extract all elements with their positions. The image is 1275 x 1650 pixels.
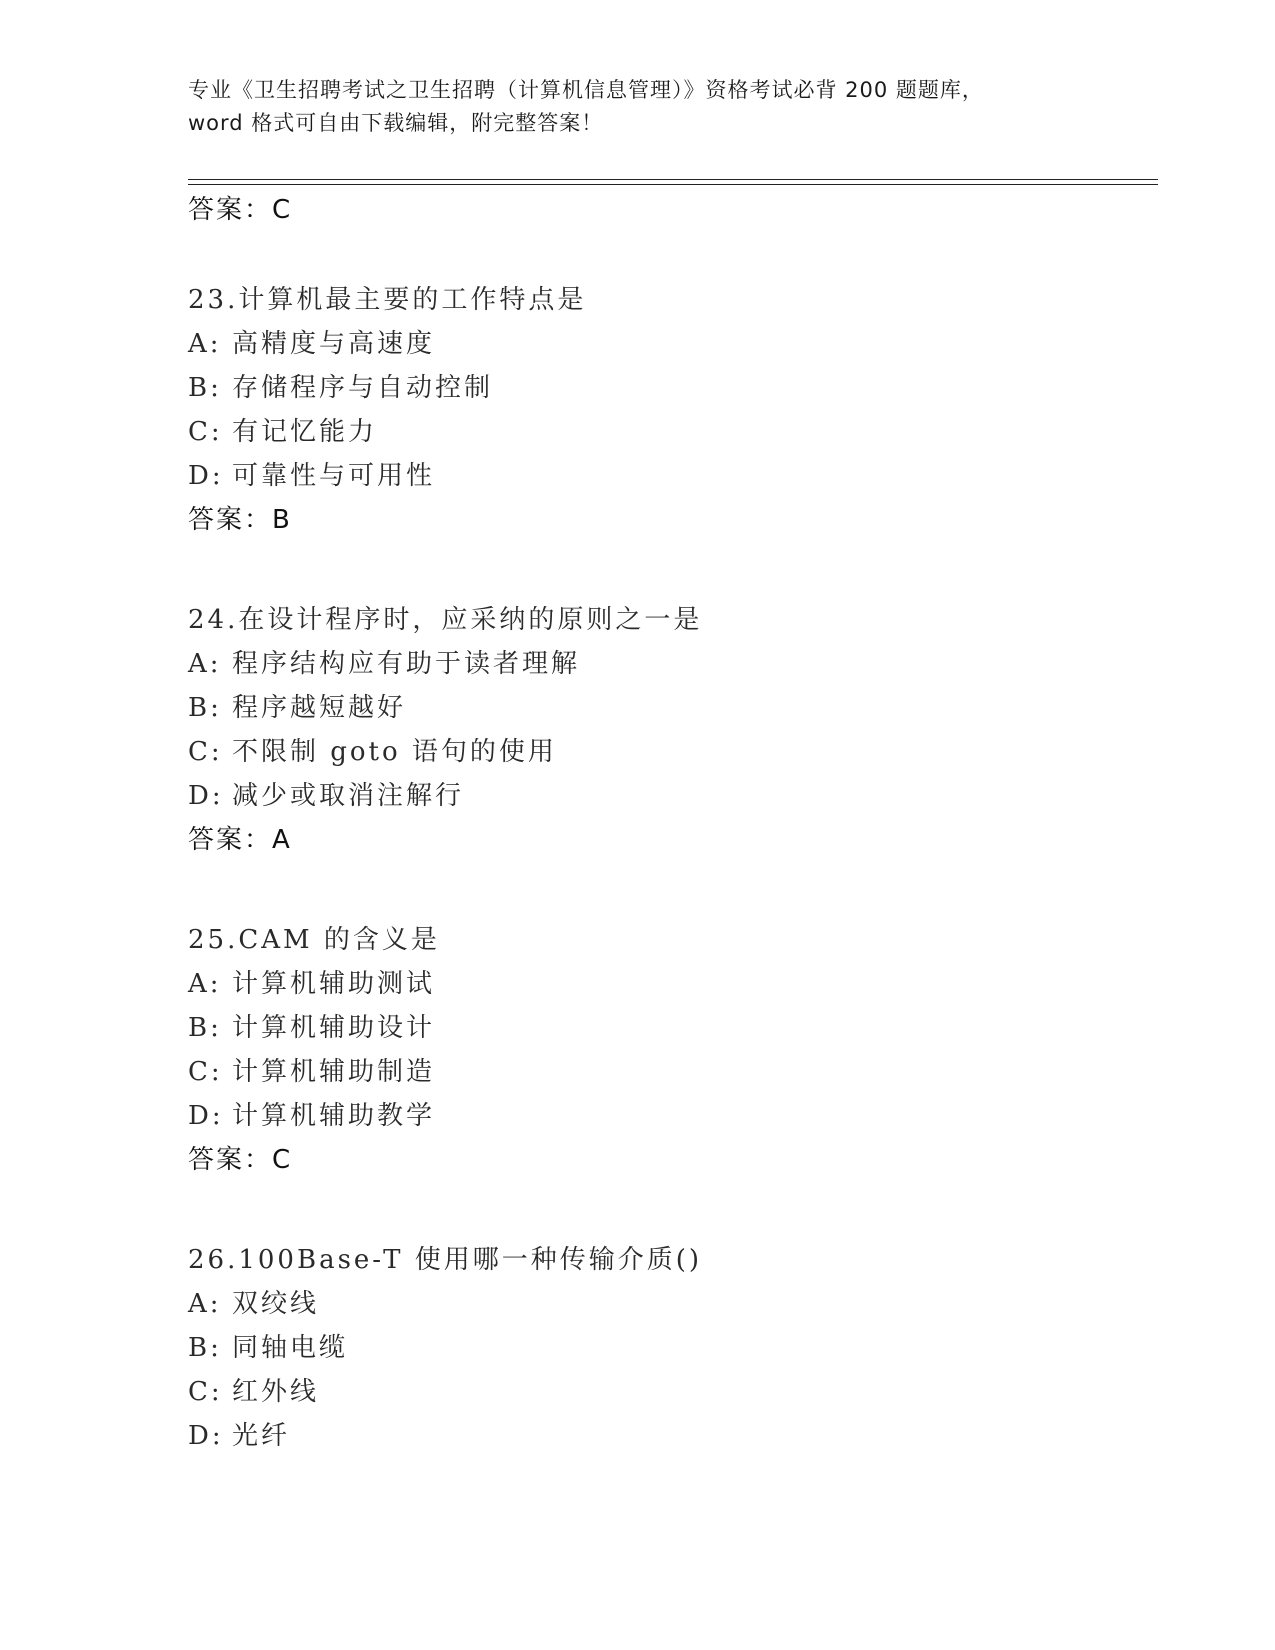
option-text: 高精度与高速度	[232, 329, 436, 359]
option-letter: D:	[188, 1101, 224, 1131]
question-stem: 25.CAM 的含义是	[188, 925, 440, 955]
option-a	[188, 648, 580, 680]
option-text: 程序结构应有助于读者理解	[232, 649, 581, 679]
option-a	[188, 968, 435, 1000]
question-stem: 24.在设计程序时，应采纳的原则之一是	[188, 605, 703, 635]
header-divider-bottom	[188, 184, 1158, 185]
option-letter: B:	[188, 693, 222, 723]
question-answer: 答案：A	[188, 825, 292, 855]
option-b	[188, 1332, 348, 1364]
option-letter: D:	[188, 1421, 224, 1451]
option-c	[188, 1376, 319, 1408]
option-text: 计算机辅助教学	[232, 1101, 436, 1131]
option-letter: B:	[188, 373, 222, 403]
option-letter: D:	[188, 461, 224, 491]
option-text: 程序越短越好	[232, 693, 407, 723]
option-text: 计算机辅助测试	[232, 969, 436, 999]
option-d	[188, 1420, 290, 1452]
option-text: 存储程序与自动控制	[232, 373, 494, 403]
option-text: 同轴电缆	[232, 1333, 349, 1363]
option-d	[188, 780, 464, 812]
option-letter: B:	[188, 1333, 222, 1363]
option-text: 红外线	[232, 1377, 320, 1407]
option-b	[188, 372, 493, 404]
question-stem: 26.100Base-T 使用哪一种传输介质()	[188, 1245, 703, 1275]
question-answer: 答案：C	[188, 1145, 293, 1175]
previous-answer: 答案：C	[188, 195, 293, 225]
header-divider-top	[188, 179, 1158, 180]
option-text: 双绞线	[232, 1289, 320, 1319]
option-text: 不限制 goto 语句的使用	[232, 737, 557, 767]
option-letter: A:	[188, 1289, 222, 1319]
document-header	[188, 74, 1088, 140]
option-text: 减少或取消注解行	[232, 781, 465, 811]
option-letter: A:	[188, 329, 222, 359]
option-letter: A:	[188, 969, 222, 999]
option-letter: C:	[188, 1377, 223, 1407]
option-text: 有记忆能力	[232, 417, 378, 447]
option-b	[188, 692, 406, 724]
option-c	[188, 1056, 435, 1088]
header-line-1: 专业《卫生招聘考试之卫生招聘（计算机信息管理）》资格考试必背 200 题题库，	[188, 78, 984, 102]
option-a	[188, 328, 435, 360]
option-a	[188, 1288, 319, 1320]
option-letter: B:	[188, 1013, 222, 1043]
option-letter: C:	[188, 1057, 223, 1087]
header-line-2: word 格式可自由下载编辑，附完整答案！	[188, 111, 604, 135]
option-letter: D:	[188, 781, 224, 811]
option-text: 光纤	[232, 1421, 291, 1451]
option-text: 计算机辅助制造	[232, 1057, 436, 1087]
option-c	[188, 736, 557, 768]
option-letter: A:	[188, 649, 222, 679]
option-c	[188, 416, 377, 448]
option-text: 可靠性与可用性	[232, 461, 436, 491]
option-b	[188, 1012, 435, 1044]
question-stem: 23.计算机最主要的工作特点是	[188, 285, 587, 315]
option-d	[188, 1100, 435, 1132]
question-answer: 答案：B	[188, 505, 292, 535]
option-letter: C:	[188, 737, 223, 767]
option-d	[188, 460, 435, 492]
option-text: 计算机辅助设计	[232, 1013, 436, 1043]
option-letter: C:	[188, 417, 223, 447]
